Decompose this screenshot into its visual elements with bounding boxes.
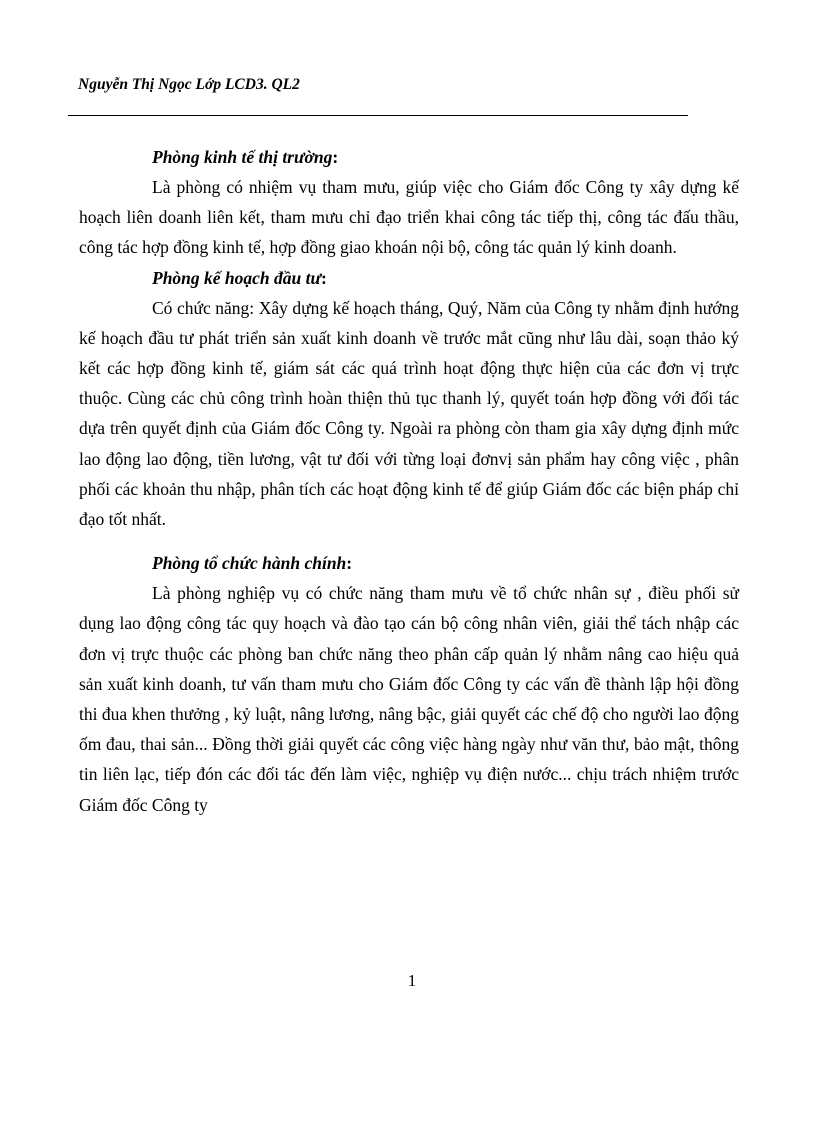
section-market-economics xyxy=(79,142,739,263)
header-divider xyxy=(68,115,688,116)
section-paragraph: Là phòng nghiệp vụ có chức năng tham mưu về tổ chức nhân sự , điều phối sử dụng lao động công tác quy hoạch và đào tạo cán bộ công nhân viên, giải thể tách nhập các đơn vị trực thuộc các phòng ban chức năng theo phân cấp quản lý nhằm nâng cao hiệu quả sản xuất kinh doanh, tư vấn tham mưu cho Giám đốc Công ty các vấn đề thành lập hội đồng thi đua khen thưởng , kỷ luật, nâng lương, nâng bậc, giải quyết các chế độ cho người lao động ốm đau, thai sản... Đồng thời giải quyết các công việc hàng ngày như văn thư, bảo mật, thông tin liên lạc, tiếp đón các đối tác đến làm việc, nghiệp vụ điện nước... chịu trách nhiệm trước Giám đốc Công ty xyxy=(79,583,739,815)
page-number: 1 xyxy=(407,971,417,990)
heading-colon: : xyxy=(346,553,353,574)
header-author-line: Nguyễn Thị Ngọc Lớp LCD3. QL2 xyxy=(78,76,300,93)
section-heading xyxy=(79,142,739,172)
section-administration xyxy=(79,548,739,820)
section-investment-planning xyxy=(79,263,739,535)
section-paragraph: Là phòng có nhiệm vụ tham mưu, giúp việc cho Giám đốc Công ty xây dựng kế hoạch liên doanh liên kết, tham mưu chỉ đạo triển khai công tác tiếp thị, công tác đấu thầu, công tác hợp đồng kinh tế, hợp đồng giao khoán nội bộ, công tác quản lý kinh doanh. xyxy=(79,177,739,258)
section-paragraph: Có chức năng: Xây dựng kế hoạch tháng, Quý, Năm của Công ty nhằm định hướng kế hoạch đầu tư phát triển sản xuất kinh doanh về trước mắt cũng như lâu dài, soạn thảo ký kết các hợp đồng kinh tế, giám sát các quá trình hoạt động thực hiện của các đơn vị trực thuộc. Cùng các chủ công trình hoàn thiện thủ tục thanh lý, quyết toán hợp đồng với đối tác dựa trên quyết định của Giám đốc Công ty. Ngoài ra phòng còn tham gia xây dựng định mức lao động lao động, tiền lương, vật tư đối với từng loại đơnvị sản phẩm hay công việc , phân phối các khoản thu nhập, phân tích các hoạt động kinh tế để giúp Giám đốc các biện pháp chỉ đạo tốt nhất. xyxy=(79,297,739,530)
section-heading-text: Phòng tổ chức hành chính xyxy=(152,553,347,574)
section-heading xyxy=(79,548,739,578)
section-heading xyxy=(79,263,739,293)
section-heading-text: Phòng kinh tế thị trường xyxy=(152,147,333,167)
heading-colon: : xyxy=(320,267,327,288)
document-body xyxy=(79,142,739,820)
section-heading-text: Phòng kế hoạch đầu tư xyxy=(152,267,321,288)
section-spacer xyxy=(79,534,739,548)
heading-colon: : xyxy=(332,147,339,167)
